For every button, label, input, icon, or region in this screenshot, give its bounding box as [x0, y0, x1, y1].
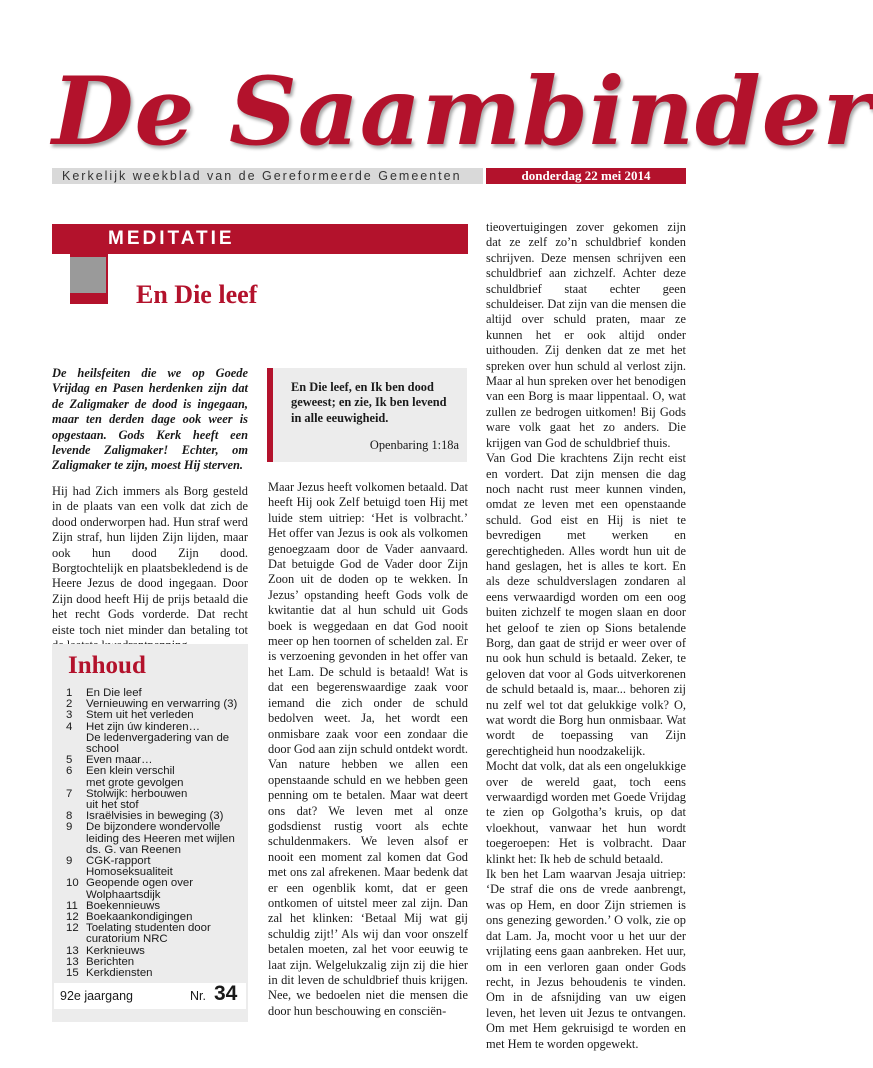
- section-label: MEDITATIE: [108, 228, 235, 249]
- toc-item[interactable]: [66, 722, 246, 756]
- toc-page: 4: [66, 720, 73, 733]
- toc-label: Israëlvisies in beweging (3): [86, 810, 224, 823]
- toc-page: 13: [66, 955, 79, 968]
- article-column-2: Maar Jezus heeft volkomen betaald. Dat heeft Hij ook Zelf betuigd toen Hij met luide stem uitriep: ‘Het is volbracht.’ Het offer van Jezus is ook als volkomen genoegzaam door de Vader aanvaard. Dat betuigde God de Vader door Zijn Zoon uit de doden op te wekken. In Jezus’ opstanding heeft Gods volk de kwitantie dat al hun schuld uit Gods boek is weggedaan en dat God nooit meer op hen toornen of schelden zal. Er is verzoening gevonden in het offer van het Lam. De schuld is betaald! Wat is dat een begerenswaardige zaak voor iemand die zich onder de schuld bedolven weet. Ja, het wordt een onmisbare zaak voor een zondaar die door God aan zijn schuld ontdekt wordt. Van nature hebben we allen een openstaande schuld en we hebben geen penning om te betalen. Maar wat deert ons dat? We leven met al onze godsdienst rustig voort als echte schuldenmakers. We leven alsof er nooit een moment zal komen dat God met ons zal afrekenen. Maar bedenk dat er een ogenblik komt, dat er geen ontkomen of uitstel meer zal zijn. Dan zal het klinken: ‘Betaal Mij wat gij schuldig zijt!’ Als wij dan voor onszelf betalen moeten, zal het voor eeuwig te laat zijn. Welgelukzalig zijn zij die hier in dit leven de schuldbrief thuis krijgen. Nee, we bedoelen niet die mensen die door hun beschouwing en consciën-: [268, 480, 468, 1018]
- toc-page: 1: [66, 687, 73, 699]
- toc-page: 8: [66, 810, 73, 823]
- paragraph: Mocht dat volk, dat als een ongelukkige over de wereld gaat, toch eens verwaardigd worden met Goede Vrijdag te zien op Golgotha’s kruis, op dat vloekhout, vanwaar het hun wordt toegeroepen: Het is volbracht. Daar klinkt het: Ik heb de schuld betaald.: [486, 759, 686, 866]
- toc-label: Kerknieuws: [86, 944, 145, 957]
- decorative-grey-square: [70, 257, 106, 293]
- toc-label: Boekaankondigingen: [86, 911, 193, 924]
- issue-number-label: Nr.: [190, 989, 206, 1003]
- table-of-contents: [52, 644, 248, 1022]
- masthead-subtitle: Kerkelijk weekblad van de Gereformeerde Gemeenten: [52, 168, 483, 184]
- paragraph: tieovertuigingen zover gekomen zijn dat ze zelf zo’n schuldbrief konden schrijven. Deze mensen schrijven een schuldbrief aan zichzelf. Achter deze schuldbrief staat echter geen schuldeiser. Dat zijn van die mensen die altijd over schuld praten, maar ze kunnen het er ook altijd onder uithouden. Zij denken dat ze met het spreken over hun schuld al verlost zijn. Maar al hun spreken over het benodigen van een Borg is maar lippentaal. O, wat zullen ze bedrogen uitkomen! Bij Gods ware volk gaat het zo anders. Die krijgen van God de schuldbrief thuis.: [486, 220, 686, 450]
- toc-item[interactable]: [66, 856, 246, 878]
- article-intro: De heilsfeiten die we op Goede Vrijdag en Pasen herdenken zijn dat de Zaligmaker de dood is ingegaan, maar ten derden dage ook weer is opgestaan. Gods Kerk heeft een levende Zaligmaker! Echter, om Zaligmaker te zijn, moest Hij sterven.: [52, 366, 248, 473]
- toc-page: 7: [66, 787, 73, 800]
- article-title: En Die leef: [136, 280, 258, 309]
- toc-item[interactable]: [66, 766, 246, 788]
- toc-page: 10: [66, 877, 79, 890]
- toc-item[interactable]: [66, 878, 246, 900]
- issue-number: 34: [214, 982, 238, 1005]
- toc-label: Het zijn úw kinderen… De ledenvergadering van de school: [86, 720, 230, 756]
- volume-year: 92e jaargang: [60, 989, 133, 1003]
- toc-page: 15: [66, 967, 79, 980]
- toc-label: Stem uit het verleden: [86, 709, 194, 722]
- toc-label: Geopende ogen over Wolphaartsdijk: [86, 877, 194, 901]
- toc-page: 9: [66, 821, 73, 834]
- toc-label: Even maar…: [86, 754, 153, 767]
- toc-page: 5: [66, 754, 73, 767]
- toc-item[interactable]: [66, 968, 246, 979]
- paragraph: Van God Die krachtens Zijn recht eist en vordert. Dat zijn mensen die dag noch nacht rust meer kunnen vinden, omdat ze leven met een openstaande schuld. God eist en Hij is niet te bevredigen met werken en gerechtigheden. Alles wordt hun uit de hand geslagen, het is alles te kort. En als deze schuldverslagen zondaren al eens verwaardigd worden om een oog buiten zichzelf te mogen slaan en door het geloof te zien op Sions betalende Borg, dan gaat de strijd er weer over of nu ook hun schuld is betaald. Zeker, te geloven dat voor al Gods uitverkorenen de schuld betaald is, maar... behoren zij nu zelf wel tot dat gelukkige volk? O, wat wordt die Borg hun onmisbaar. Wat wordt de toepassing van Zijn gerechtigheid hun noodzakelijk.: [486, 451, 686, 758]
- toc-item[interactable]: [66, 710, 246, 721]
- issue-info: [52, 981, 248, 1011]
- toc-label: De bijzondere wondervolle leiding des Heeren met wijlen ds. G. van Reenen: [86, 821, 235, 856]
- masthead-title: De Saambinder: [52, 57, 873, 167]
- toc-page: 2: [66, 698, 73, 711]
- toc-title: Inhoud: [68, 652, 146, 679]
- toc-page: 9: [66, 855, 73, 868]
- toc-page: 12: [66, 922, 79, 935]
- toc-label: Kerkdiensten: [86, 967, 153, 980]
- toc-label: Stolwijk: herbouwen uit het stof: [86, 787, 188, 812]
- toc-item[interactable]: [66, 789, 246, 811]
- toc-label: Berichten: [86, 955, 135, 968]
- quote-source: Openbaring 1:18a: [369, 438, 459, 453]
- toc-label: Een klein verschil met grote gevolgen: [86, 765, 184, 789]
- article-column-3: [486, 220, 686, 1052]
- quote-text: En Die leef, en Ik ben dood geweest; en zie, Ik ben levend in alle eeuwigheid.: [291, 380, 447, 425]
- toc-label: CGK-rapport Homoseksualiteit: [86, 855, 173, 879]
- article-column-1: Hij had Zich immers als Borg gesteld in de plaats van een volk dat zich de dood onderworpen had. Hun straf werd Zijn straf, hun lijden Zijn lijden, maar ook hun dood Zijn dood. Borgtochtelijk en plaatsbekledend is de Heere Jezus de dood ingegaan. Door Zijn dood heeft Hij de prijs betaald die het recht Gods vorderde. Dat recht eiste toch niet minder dan betaling tot: [52, 484, 248, 637]
- pull-quote: [267, 368, 467, 462]
- toc-label: Vernieuwing en verwarring (3): [86, 698, 238, 711]
- issue-date: donderdag 22 mei 2014: [486, 168, 686, 184]
- toc-item[interactable]: [66, 923, 246, 945]
- toc-page: 12: [66, 911, 79, 924]
- toc-label: Boekennieuws: [86, 899, 161, 912]
- paragraph: Ik ben het Lam waarvan Jesaja uitriep: ‘De straf die ons de vrede aanbrengt, was op Hem, en door Zijn striemen is ons genezing geworden.’ O volk, zie op dat Lam. Ja, mocht voor u het uur der vrijlating eens gaan aanbreken. Het uur, om in een verloren gaan onder Gods recht, in Jezus behoudenis te vinden. Om in de afsnijding van uw eigen leven, het leven uit Jezus te ontvangen. Om met Hem gekruisigd te worden en met Hem te worden opgewekt.: [486, 867, 686, 1051]
- toc-list: [66, 688, 246, 979]
- toc-page: 6: [66, 765, 73, 778]
- toc-page: 13: [66, 944, 79, 957]
- toc-page: 3: [66, 709, 73, 722]
- toc-label: Toelating studenten door curatorium NRC: [86, 922, 211, 946]
- toc-item[interactable]: [66, 822, 246, 856]
- toc-page: 11: [66, 899, 78, 912]
- toc-label: En Die leef: [86, 687, 142, 699]
